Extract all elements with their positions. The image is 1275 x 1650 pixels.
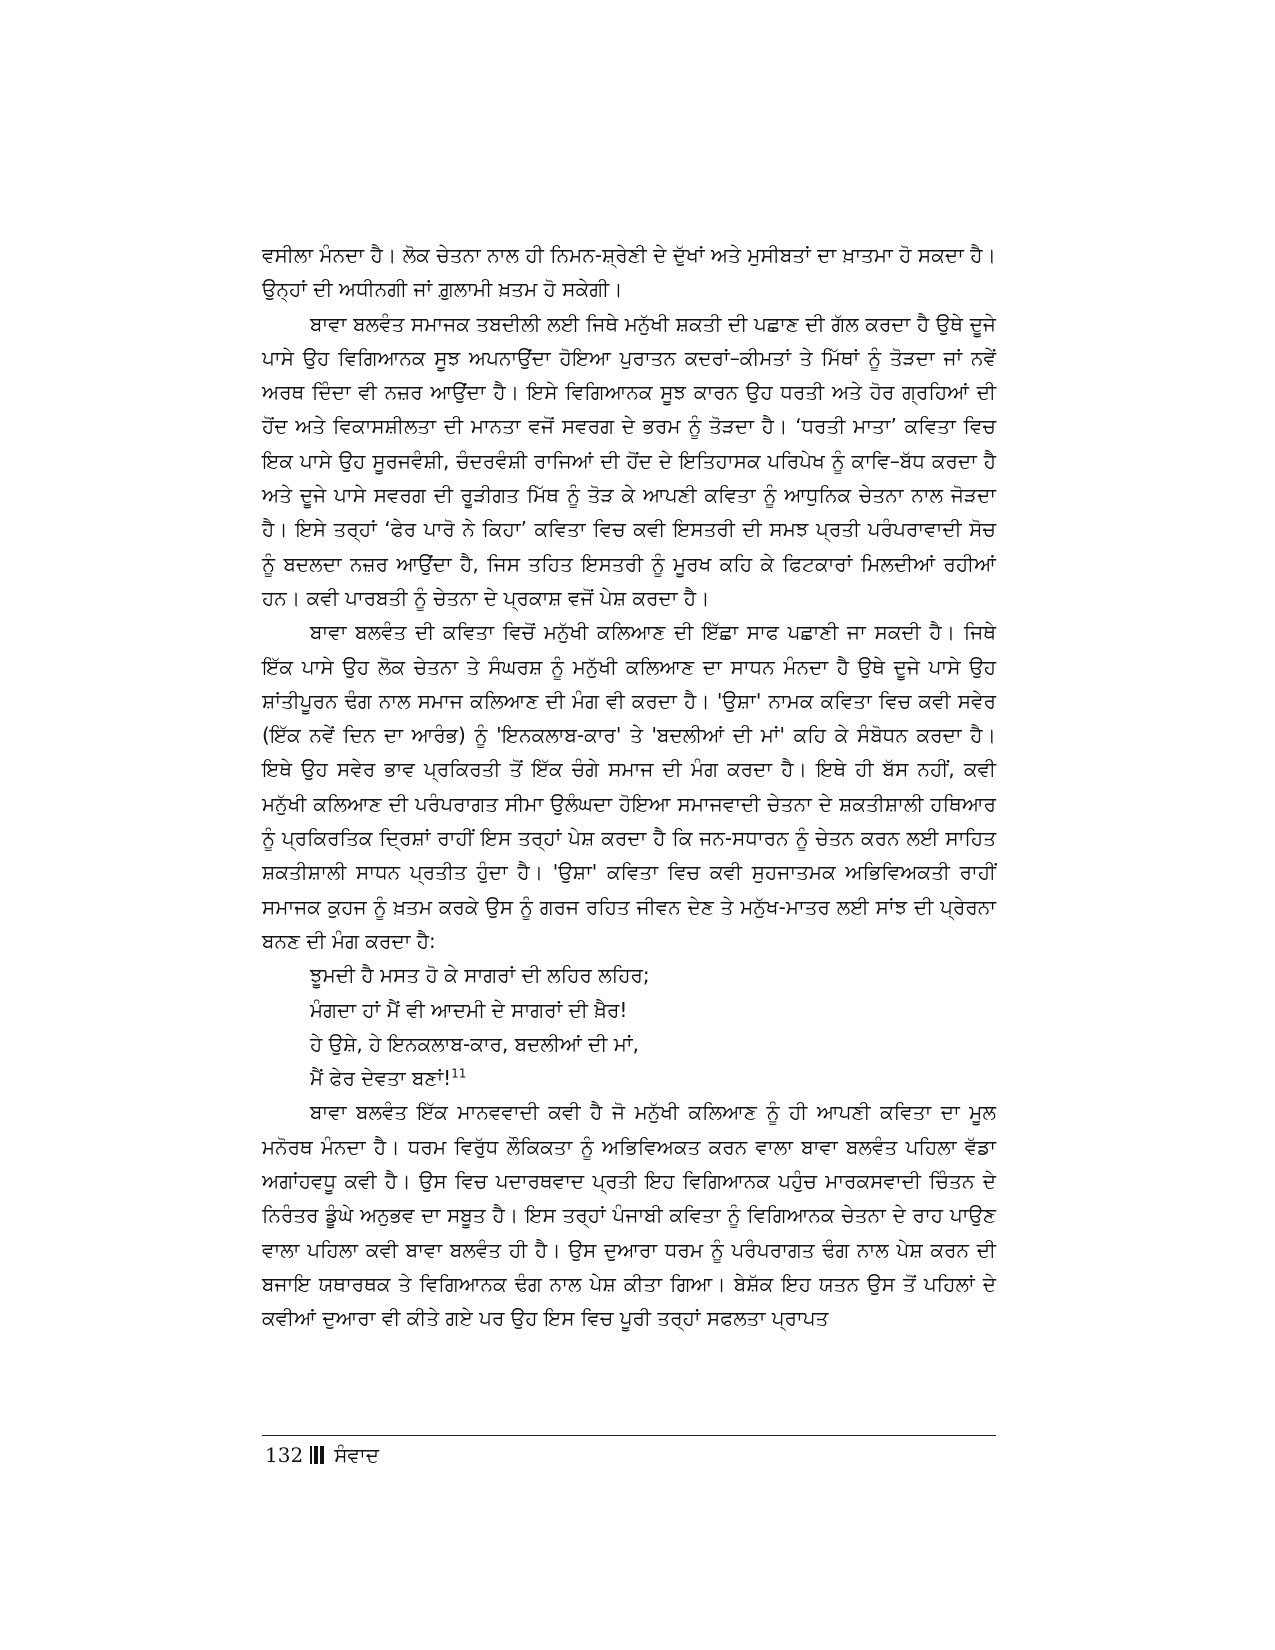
paragraph-2: ਬਾਵਾ ਬਲਵੰਤ ਸਮਾਜਕ ਤਬਦੀਲੀ ਲਈ ਜਿਥੇ ਮਨੁੱਖੀ ਸ਼ਕਤੀ ਦੀ ਪਛਾਣ ਦੀ ਗੱਲ ਕਰਦਾ ਹੈ ਉਥੇ ਦੂਜੇ ਪਾਸੇ ਉਹ ਵਿਗਿਆਨਕ ਸੂਝ ਅਪਨਾਉਂਦਾ ਹੋਇਆ ਪੁਰਾਤਨ ਕਦਰਾਂ–ਕੀਮਤਾਂ ਤੇ ਮਿੱਥਾਂ ਨੂੰ ਤੋੜਦਾ ਜਾਂ ਨਵੇਂ ਅਰਥ ਦਿੰਦਾ ਵੀ ਨਜ਼ਰ ਆਉਂਦਾ ਹੈ। ਇਸੇ ਵਿਗਿਆਨਕ ਸੂਝ ਕਾਰਨ ਉਹ ਧਰਤੀ ਅਤੇ ਹੋਰ ਗ੍ਰਹਿਆਂ ਦੀ ਹੋਂਦ ਅਤੇ ਵਿਕਾਸਸ਼ੀਲਤਾ ਦੀ ਮਾਨਤਾ ਵਜੋਂ ਸਵਰਗ ਦੇ ਭਰਮ ਨੂੰ ਤੋੜਦਾ ਹੈ। ‘ਧਰਤੀ ਮਾਤਾ’ ਕਵਿਤਾ ਵਿਚ ਇਕ ਪਾਸੇ ਉਹ ਸੂਰਜਵੰਸ਼ੀ, ਚੰਦਰਵੰਸ਼ੀ ਰਾਜਿਆਂ ਦੀ ਹੋਂਦ ਦੇ ਇਤਿਹਾਸਕ ਪਰਿਪੇਖ ਨੂੰ ਕਾਵਿ–ਬੱਧ ਕਰਦਾ ਹੈ ਅਤੇ ਦੂਜੇ ਪਾਸੇ ਸਵਰਗ ਦੀ ਰੂੜੀਗਤ ਮਿੱਥ ਨੂੰ ਤੋੜ ਕੇ ਆਪਣੀ ਕਵਿਤਾ ਨੂੰ ਆਧੁਨਿਕ ਚੇਤਨਾ ਨਾਲ ਜੋੜਦਾ ਹੈ। ਇਸੇ ਤਰ੍ਹਾਂ ‘ਫੇਰ ਪਾਰੋ ਨੇ ਕਿਹਾ’ ਕਵਿਤਾ ਵਿਚ ਕਵੀ ਇਸਤਰੀ ਦੀ ਸਮਝ ਪ੍ਰਤੀ ਪਰੰਪਰਾਵਾਦੀ ਸੋਚ ਨੂੰ ਬਦਲਦਾ ਨਜ਼ਰ ਆਉਂਦਾ ਹੈ, ਜਿਸ ਤਹਿਤ ਇਸਤਰੀ ਨੂੰ ਮੂਰਖ ਕਹਿ ਕੇ ਫਿਟਕਾਰਾਂ ਮਿਲਦੀਆਂ ਰਹੀਆਂ ਹਨ। ਕਵੀ ਪਾਰਬਤੀ ਨੂੰ ਚੇਤਨਾ ਦੇ ਪ੍ਰਕਾਸ਼ ਵਜੋਂ ਪੇਸ਼ ਕਰਦਾ ਹੈ। [262, 311, 996, 610]
triple-bar-icon [310, 1446, 326, 1464]
verse-quote [262, 958, 996, 1095]
page-content [262, 238, 996, 1336]
verse-line-2: ਮੰਗਦਾ ਹਾਂ ਮੈਂ ਵੀ ਆਦਮੀ ਦੇ ਸਾਗਰਾਂ ਦੀ ਖ਼ੈਰ! [310, 997, 628, 1022]
footnote-marker: 11 [451, 1066, 467, 1081]
verse-line-1: ਝੂਮਦੀ ਹੈ ਮਸਤ ਹੋ ਕੇ ਸਾਗਰਾਂ ਦੀ ਲਹਿਰ ਲਹਿਰ; [310, 963, 650, 988]
page-number: 132 [265, 1443, 304, 1467]
paragraph-3: ਬਾਵਾ ਬਲਵੰਤ ਦੀ ਕਵਿਤਾ ਵਿਚੋਂ ਮਨੁੱਖੀ ਕਲਿਆਣ ਦੀ ਇੱਛਾ ਸਾਫ ਪਛਾਣੀ ਜਾ ਸਕਦੀ ਹੈ। ਜਿਥੇ ਇੱਕ ਪਾਸੇ ਉਹ ਲੋਕ ਚੇਤਨਾ ਤੇ ਸੰਘਰਸ਼ ਨੂੰ ਮਨੁੱਖੀ ਕਲਿਆਣ ਦਾ ਸਾਧਨ ਮੰਨਦਾ ਹੈ ਉਥੇ ਦੂਜੇ ਪਾਸੇ ਉਹ ਸ਼ਾਂਤੀਪੂਰਨ ਢੰਗ ਨਾਲ ਸਮਾਜ ਕਲਿਆਣ ਦੀ ਮੰਗ ਵੀ ਕਰਦਾ ਹੈ। 'ਉਸ਼ਾ' ਨਾਮਕ ਕਵਿਤਾ ਵਿਚ ਕਵੀ ਸਵੇਰ (ਇੱਕ ਨਵੇਂ ਦਿਨ ਦਾ ਆਰੰਭ) ਨੂੰ 'ਇਨਕਲਾਬ-ਕਾਰ' ਤੇ 'ਬਦਲੀਆਂ ਦੀ ਮਾਂ' ਕਹਿ ਕੇ ਸੰਬੋਧਨ ਕਰਦਾ ਹੈ। ਇਥੇ ਉਹ ਸਵੇਰ ਭਾਵ ਪ੍ਰਕਿਰਤੀ ਤੋਂ ਇੱਕ ਚੰਗੇ ਸਮਾਜ ਦੀ ਮੰਗ ਕਰਦਾ ਹੈ। ਇਥੇ ਹੀ ਬੱਸ ਨਹੀਂ, ਕਵੀ ਮਨੁੱਖੀ ਕਲਿਆਣ ਦੀ ਪਰੰਪਰਾਗਤ ਸੀਮਾ ਉਲੰਘਦਾ ਹੋਇਆ ਸਮਾਜਵਾਦੀ ਚੇਤਨਾ ਦੇ ਸ਼ਕਤੀਸ਼ਾਲੀ ਹਥਿਆਰ ਨੂੰ ਪ੍ਰਕਿਰਤਿਕ ਦ੍ਰਿਸ਼ਾਂ ਰਾਹੀਂ ਇਸ ਤਰ੍ਹਾਂ ਪੇਸ਼ ਕਰਦਾ ਹੈ ਕਿ ਜਨ-ਸਧਾਰਨ ਨੂੰ ਚੇਤਨ ਕਰਨ ਲਈ ਸਾਹਿਤ ਸ਼ਕਤੀਸ਼ਾਲੀ ਸਾਧਨ ਪ੍ਰਤੀਤ ਹੁੰਦਾ ਹੈ। 'ਉਸ਼ਾ' ਕਵਿਤਾ ਵਿਚ ਕਵੀ ਸੁਹਜਾਤਮਕ ਅਭਿਵਿਅਕਤੀ ਰਾਹੀਂ ਸਮਾਜਕ ਕੁਹਜ ਨੂੰ ਖ਼ਤਮ ਕਰਕੇ ਉਸ ਨੂੰ ਗਰਜ ਰਹਿਤ ਜੀਵਨ ਦੇਣ ਤੇ ਮਨੁੱਖ-ਮਾਤਰ ਲਈ ਸਾਂਝ ਦੀ ਪ੍ਰੇਰਨਾ ਬਨਣ ਦੀ ਮੰਗ ਕਰਦਾ ਹੈ: [262, 620, 996, 953]
verse-line-3: ਹੇ ਉਸ਼ੇ, ਹੇ ਇਨਕਲਾਬ-ਕਾਰ, ਬਦਲੀਆਂ ਦੀ ਮਾਂ, [310, 1031, 639, 1056]
verse-line-4 [310, 1061, 996, 1095]
verse-line-4-text: ਮੈਂ ਫੇਰ ਦੇਵਤਾ ਬਣਾਂ! [310, 1066, 452, 1091]
book-title: ਸੰਵਾਦ [334, 1443, 379, 1467]
page-footer [265, 1443, 379, 1467]
paragraph-4: ਬਾਵਾ ਬਲਵੰਤ ਇੱਕ ਮਾਨਵਵਾਦੀ ਕਵੀ ਹੈ ਜੋ ਮਨੁੱਖੀ ਕਲਿਆਣ ਨੂੰ ਹੀ ਆਪਣੀ ਕਵਿਤਾ ਦਾ ਮੂਲ ਮਨੋਰਥ ਮੰਨਦਾ ਹੈ। ਧਰਮ ਵਿਰੁੱਧ ਲੌਕਿਕਤਾ ਨੂੰ ਅਭਿਵਿਅਕਤ ਕਰਨ ਵਾਲਾ ਬਾਵਾ ਬਲਵੰਤ ਪਹਿਲਾ ਵੱਡਾ ਅਗਾਂਹਵਧੂ ਕਵੀ ਹੈ। ਉਸ ਵਿਚ ਪਦਾਰਥਵਾਦ ਪ੍ਰਤੀ ਇਹ ਵਿਗਿਆਨਕ ਪਹੁੰਚ ਮਾਰਕਸਵਾਦੀ ਚਿੰਤਨ ਦੇ ਨਿਰੰਤਰ ਡੂੰਘੇ ਅਨੁਭਵ ਦਾ ਸਬੂਤ ਹੈ। ਇਸ ਤਰ੍ਹਾਂ ਪੰਜਾਬੀ ਕਵਿਤਾ ਨੂੰ ਵਿਗਿਆਨਕ ਚੇਤਨਾ ਦੇ ਰਾਹ ਪਾਉਣ ਵਾਲਾ ਪਹਿਲਾ ਕਵੀ ਬਾਵਾ ਬਲਵੰਤ ਹੀ ਹੈ। ਉਸ ਦੁਆਰਾ ਧਰਮ ਨੂੰ ਪਰੰਪਰਾਗਤ ਢੰਗ ਨਾਲ ਪੇਸ਼ ਕਰਨ ਦੀ ਬਜਾਇ ਯਥਾਰਥਕ ਤੇ ਵਿਗਿਆਨਕ ਢੰਗ ਨਾਲ ਪੇਸ਼ ਕੀਤਾ ਗਿਆ। ਬੇਸ਼ੱਕ ਇਹ ਯਤਨ ਉਸ ਤੋਂ ਪਹਿਲਾਂ ਦੇ ਕਵੀਆਂ ਦੁਆਰਾ ਵੀ ਕੀਤੇ ਗਏ ਪਰ ਉਹ ਇਸ ਵਿਚ ਪੂਰੀ ਤਰ੍ਹਾਂ ਸਫਲਤਾ ਪ੍ਰਾਪਤ [262, 1100, 996, 1331]
paragraph-1: ਵਸੀਲਾ ਮੰਨਦਾ ਹੈ। ਲੋਕ ਚੇਤਨਾ ਨਾਲ ਹੀ ਨਿਮਨ-ਸ਼੍ਰੇਣੀ ਦੇ ਦੁੱਖਾਂ ਅਤੇ ਮੁਸੀਬਤਾਂ ਦਾ ਖ਼ਾਤਮਾ ਹੋ ਸਕਦਾ ਹੈ। ਉਨ੍ਹਾਂ ਦੀ ਅਧੀਨਗੀ ਜਾਂ ਗ਼ੁਲਾਮੀ ਖ਼ਤਮ ਹੋ ਸਕੇਗੀ। [262, 243, 996, 302]
body-text [262, 238, 996, 1336]
footer-divider [262, 1435, 996, 1436]
